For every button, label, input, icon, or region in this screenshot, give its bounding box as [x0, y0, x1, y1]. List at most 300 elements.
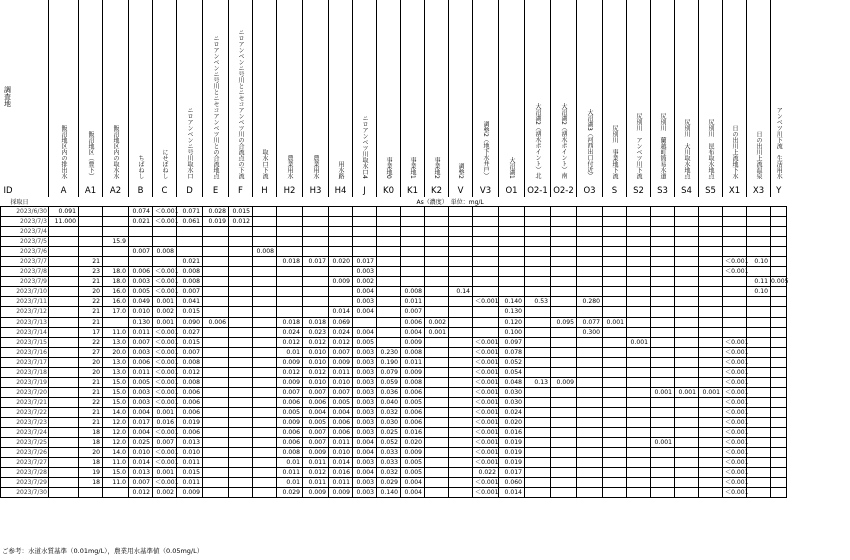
value-cell: 0.011: [401, 357, 425, 367]
value-cell: 0.011: [329, 438, 353, 448]
value-cell: [425, 307, 449, 317]
value-cell: [525, 317, 551, 327]
value-cell: [49, 347, 79, 357]
value-cell: [277, 307, 303, 317]
value-cell: [747, 397, 771, 407]
value-cell: [303, 247, 329, 257]
value-cell: [551, 307, 577, 317]
value-cell: 0.014: [499, 488, 525, 498]
sample-date: 2023/7/8: [1, 267, 49, 277]
value-cell: [603, 227, 627, 237]
value-cell: [651, 468, 675, 478]
value-cell: [771, 287, 787, 297]
value-cell: 0.010: [329, 448, 353, 458]
value-cell: [229, 458, 253, 468]
column-name-y: アンベツ川下流 生活用水: [771, 0, 787, 185]
value-cell: [603, 237, 627, 247]
value-cell: 0.009: [277, 357, 303, 367]
value-cell: [449, 448, 473, 458]
value-cell: [401, 227, 425, 237]
value-cell: [525, 478, 551, 488]
value-cell: [771, 377, 787, 387]
value-cell: [49, 468, 79, 478]
value-cell: [627, 428, 651, 438]
value-cell: ＜0.001: [473, 397, 499, 407]
value-cell: [277, 207, 303, 217]
value-cell: [723, 317, 747, 327]
value-cell: [449, 397, 473, 407]
value-cell: ＜0.001: [153, 448, 177, 458]
value-cell: [525, 257, 551, 267]
value-cell: [499, 277, 525, 287]
value-cell: ＜0.001: [153, 478, 177, 488]
value-cell: [499, 247, 525, 257]
value-cell: 0.018: [303, 317, 329, 327]
value-cell: [525, 387, 551, 397]
value-cell: [627, 307, 651, 317]
value-cell: 0.009: [401, 448, 425, 458]
value-cell: [277, 247, 303, 257]
value-cell: [651, 488, 675, 498]
value-cell: [651, 217, 675, 227]
value-cell: 23: [79, 267, 103, 277]
value-cell: ＜0.001: [723, 357, 747, 367]
value-cell: ＜0.001: [153, 267, 177, 277]
table-row: [1, 287, 787, 297]
value-cell: 0.13: [525, 377, 551, 387]
value-cell: [177, 237, 203, 247]
value-cell: 0.016: [153, 417, 177, 427]
value-cell: ＜0.001: [473, 428, 499, 438]
value-cell: [603, 337, 627, 347]
value-cell: 0.11: [747, 277, 771, 287]
value-cell: 0.059: [377, 377, 401, 387]
value-cell: [203, 387, 229, 397]
value-cell: 0.001: [153, 297, 177, 307]
value-cell: 0.008: [153, 247, 177, 257]
sample-date: 2023/7/4: [1, 227, 49, 237]
value-cell: [203, 438, 229, 448]
value-cell: [401, 237, 425, 247]
value-cell: 0.008: [253, 247, 277, 257]
value-cell: ＜0.001: [723, 337, 747, 347]
value-cell: ＜0.001: [723, 267, 747, 277]
value-cell: 0.007: [129, 337, 153, 347]
value-cell: [79, 217, 103, 227]
value-cell: [699, 428, 723, 438]
value-cell: 0.030: [377, 417, 401, 427]
value-cell: ＜0.001: [153, 397, 177, 407]
value-cell: [525, 287, 551, 297]
value-cell: [353, 227, 377, 237]
value-cell: 0.007: [129, 478, 153, 488]
value-cell: [353, 237, 377, 247]
value-cell: [49, 357, 79, 367]
value-cell: [675, 367, 699, 377]
value-cell: ＜0.001: [723, 488, 747, 498]
value-cell: 0.008: [177, 357, 203, 367]
sample-date: 2023/6/30: [1, 207, 49, 217]
value-cell: 0.006: [277, 438, 303, 448]
value-cell: ＜0.001: [153, 377, 177, 387]
column-code-k0: K0: [377, 185, 401, 197]
value-cell: [551, 417, 577, 427]
value-cell: [203, 357, 229, 367]
value-cell: [771, 267, 787, 277]
value-cell: [425, 397, 449, 407]
value-cell: [425, 488, 449, 498]
value-cell: [377, 287, 401, 297]
value-cell: [203, 377, 229, 387]
value-cell: [551, 367, 577, 377]
value-cell: 21: [79, 377, 103, 387]
value-cell: ＜0.001: [153, 347, 177, 357]
value-cell: [699, 277, 723, 287]
sample-date: 2023/7/5: [1, 237, 49, 247]
value-cell: ＜0.001: [473, 417, 499, 427]
value-cell: [699, 227, 723, 237]
value-cell: [153, 227, 177, 237]
value-cell: 16.0: [103, 297, 129, 307]
value-cell: [699, 217, 723, 227]
value-cell: [675, 337, 699, 347]
value-cell: [277, 287, 303, 297]
value-cell: [425, 297, 449, 307]
value-cell: [449, 377, 473, 387]
column-name-s3: 尻別川 蘭越町簡易水道: [651, 0, 675, 185]
value-cell: 0.041: [177, 297, 203, 307]
value-cell: [103, 317, 129, 327]
value-cell: ＜0.001: [473, 347, 499, 357]
value-cell: [79, 207, 103, 217]
value-cell: 20.0: [103, 347, 129, 357]
value-cell: [425, 417, 449, 427]
value-cell: [747, 377, 771, 387]
value-cell: [699, 468, 723, 478]
value-cell: [627, 237, 651, 247]
value-cell: 0.003: [353, 458, 377, 468]
value-cell: [203, 448, 229, 458]
value-cell: [651, 237, 675, 247]
value-cell: [253, 428, 277, 438]
column-name-e: ニロアンベンニ号川とニセコアンベツ川との合流地点: [203, 0, 229, 185]
value-cell: 22: [79, 337, 103, 347]
value-cell: 0.006: [401, 407, 425, 417]
column-code-a2: A2: [103, 185, 129, 197]
value-cell: [473, 317, 499, 327]
column-name-a: 飯沼地区内の排出水: [49, 0, 79, 185]
value-cell: [525, 407, 551, 417]
table-row: [1, 317, 787, 327]
value-cell: [203, 267, 229, 277]
value-cell: [525, 337, 551, 347]
column-name-h2: 農業用水: [277, 0, 303, 185]
value-cell: 0.004: [353, 307, 377, 317]
value-cell: [771, 428, 787, 438]
column-name-o2-1: 大沼湖2（湧水ポイント）北: [525, 0, 551, 185]
value-cell: 0.013: [129, 468, 153, 478]
value-cell: [577, 257, 603, 267]
value-cell: 0.003: [129, 387, 153, 397]
value-cell: [253, 347, 277, 357]
value-cell: [473, 287, 499, 297]
value-cell: 0.007: [303, 428, 329, 438]
value-cell: 17.0: [103, 307, 129, 317]
value-cell: 0.079: [377, 367, 401, 377]
value-cell: [79, 227, 103, 237]
value-cell: [449, 247, 473, 257]
value-cell: [49, 377, 79, 387]
value-cell: 18.0: [103, 267, 129, 277]
value-cell: [627, 317, 651, 327]
value-cell: 0.001: [425, 327, 449, 337]
value-cell: [771, 407, 787, 417]
value-cell: [49, 297, 79, 307]
value-cell: [551, 428, 577, 438]
value-cell: [425, 267, 449, 277]
sample-date: 2023/7/28: [1, 468, 49, 478]
value-cell: [771, 207, 787, 217]
value-cell: 0.001: [153, 468, 177, 478]
value-cell: 0.001: [651, 438, 675, 448]
value-cell: [277, 267, 303, 277]
value-cell: [723, 207, 747, 217]
value-cell: 0.011: [329, 367, 353, 377]
sample-date: 2023/7/25: [1, 438, 49, 448]
value-cell: [303, 307, 329, 317]
value-cell: [603, 417, 627, 427]
value-cell: 14.0: [103, 407, 129, 417]
value-cell: 17: [79, 327, 103, 337]
value-cell: ＜0.001: [473, 458, 499, 468]
value-cell: [425, 468, 449, 478]
value-cell: [771, 327, 787, 337]
value-cell: [253, 227, 277, 237]
value-cell: 0.007: [177, 287, 203, 297]
value-cell: 0.013: [177, 438, 203, 448]
value-cell: 0.017: [129, 417, 153, 427]
value-cell: 0.006: [303, 397, 329, 407]
value-cell: [253, 237, 277, 247]
value-cell: [425, 367, 449, 377]
value-cell: [675, 207, 699, 217]
value-cell: [577, 428, 603, 438]
value-cell: 21: [79, 407, 103, 417]
value-cell: 0.033: [377, 448, 401, 458]
value-cell: [303, 237, 329, 247]
value-cell: [651, 397, 675, 407]
value-cell: 22: [79, 297, 103, 307]
value-cell: ＜0.001: [153, 287, 177, 297]
value-cell: 0.003: [353, 357, 377, 367]
value-cell: 0.004: [353, 327, 377, 337]
value-cell: 0.007: [177, 347, 203, 357]
value-cell: 11.000: [49, 217, 79, 227]
column-code-x1: X1: [723, 185, 747, 197]
value-cell: 0.006: [177, 397, 203, 407]
value-cell: [499, 287, 525, 297]
value-cell: [603, 377, 627, 387]
table-row: [1, 257, 787, 267]
value-cell: [253, 417, 277, 427]
value-cell: [771, 307, 787, 317]
value-cell: [651, 417, 675, 427]
value-cell: [603, 327, 627, 337]
value-cell: 0.100: [499, 327, 525, 337]
value-cell: 0.029: [377, 478, 401, 488]
value-cell: [627, 478, 651, 488]
value-cell: [353, 217, 377, 227]
table-row: [1, 247, 787, 257]
table-row: [1, 297, 787, 307]
value-cell: [525, 357, 551, 367]
value-cell: [771, 367, 787, 377]
value-cell: [49, 448, 79, 458]
table-row: [1, 267, 787, 277]
value-cell: 0.010: [129, 307, 153, 317]
value-cell: [129, 257, 153, 267]
value-cell: 0.003: [353, 478, 377, 488]
value-cell: [229, 307, 253, 317]
value-cell: [449, 417, 473, 427]
value-cell: [577, 397, 603, 407]
value-cell: [449, 387, 473, 397]
value-cell: [577, 478, 603, 488]
value-cell: [79, 247, 103, 257]
value-cell: 12.0: [103, 417, 129, 427]
value-cell: [747, 488, 771, 498]
value-cell: 0.004: [353, 448, 377, 458]
value-cell: 0.130: [129, 317, 153, 327]
value-cell: 0.003: [353, 407, 377, 417]
date-label: 採取日: [1, 197, 49, 207]
value-cell: [627, 277, 651, 287]
value-cell: [49, 417, 79, 427]
value-cell: [699, 287, 723, 297]
value-cell: [203, 287, 229, 297]
value-cell: 0.017: [499, 468, 525, 478]
value-cell: 18.0: [103, 277, 129, 287]
value-cell: [377, 297, 401, 307]
value-cell: [771, 458, 787, 468]
table-row: [1, 377, 787, 387]
value-cell: 0.006: [177, 387, 203, 397]
value-cell: 16.0: [103, 287, 129, 297]
value-cell: 0.052: [377, 438, 401, 448]
sample-date: 2023/7/11: [1, 297, 49, 307]
column-code-o2-2: O2-2: [551, 185, 577, 197]
value-cell: [771, 257, 787, 267]
table-row: [1, 327, 787, 337]
value-cell: [473, 327, 499, 337]
value-cell: [49, 307, 79, 317]
value-cell: 0.009: [551, 377, 577, 387]
value-cell: 15.0: [103, 387, 129, 397]
sample-date: 2023/7/3: [1, 217, 49, 227]
value-cell: [771, 357, 787, 367]
column-name-s5: 尻別川 昆布取水地点: [699, 0, 723, 185]
value-cell: [603, 297, 627, 307]
value-cell: [49, 257, 79, 267]
value-cell: [449, 207, 473, 217]
value-cell: [449, 257, 473, 267]
value-cell: [723, 307, 747, 317]
value-cell: [675, 397, 699, 407]
value-cell: [49, 287, 79, 297]
column-code-h: H: [253, 185, 277, 197]
value-cell: [329, 267, 353, 277]
sample-date: 2023/7/24: [1, 428, 49, 438]
value-cell: [675, 247, 699, 257]
value-cell: [675, 317, 699, 327]
value-cell: [229, 478, 253, 488]
value-cell: ＜0.001: [153, 327, 177, 337]
value-cell: [129, 237, 153, 247]
value-cell: [401, 277, 425, 287]
value-cell: [377, 227, 401, 237]
value-cell: [651, 327, 675, 337]
value-cell: [675, 377, 699, 387]
column-name-s2: 尻別川 アンベツ川下流: [627, 0, 651, 185]
value-cell: [551, 287, 577, 297]
value-cell: 0.018: [277, 257, 303, 267]
column-code-k1: K1: [401, 185, 425, 197]
value-cell: [329, 227, 353, 237]
column-code-y: Y: [771, 185, 787, 197]
value-cell: [627, 367, 651, 377]
value-cell: [203, 327, 229, 337]
value-cell: [229, 247, 253, 257]
column-name-a1: 飯沼地区（豊下）: [79, 0, 103, 185]
column-name-c: にせぼねし: [153, 0, 177, 185]
value-cell: 0.004: [353, 438, 377, 448]
value-cell: [651, 347, 675, 357]
value-cell: [747, 448, 771, 458]
value-cell: 0.015: [177, 307, 203, 317]
value-cell: [577, 307, 603, 317]
value-cell: [229, 417, 253, 427]
value-cell: [449, 357, 473, 367]
value-cell: 0.032: [377, 468, 401, 478]
value-cell: [203, 478, 229, 488]
value-cell: [747, 428, 771, 438]
value-cell: [229, 377, 253, 387]
value-cell: [603, 438, 627, 448]
value-cell: 0.019: [499, 458, 525, 468]
value-cell: 0.001: [153, 317, 177, 327]
value-cell: 0.006: [129, 267, 153, 277]
value-cell: [551, 458, 577, 468]
value-cell: [49, 387, 79, 397]
value-cell: [699, 458, 723, 468]
value-cell: [603, 277, 627, 287]
value-cell: [449, 468, 473, 478]
value-cell: [329, 287, 353, 297]
value-cell: [253, 217, 277, 227]
value-cell: 0.007: [401, 307, 425, 317]
value-cell: [49, 317, 79, 327]
value-cell: 0.020: [329, 257, 353, 267]
value-cell: 0.003: [353, 347, 377, 357]
value-cell: [627, 257, 651, 267]
value-cell: [329, 297, 353, 307]
value-cell: [303, 277, 329, 287]
value-cell: [49, 428, 79, 438]
value-cell: 0.003: [353, 488, 377, 498]
value-cell: [551, 277, 577, 287]
value-cell: [203, 277, 229, 287]
value-cell: [627, 377, 651, 387]
